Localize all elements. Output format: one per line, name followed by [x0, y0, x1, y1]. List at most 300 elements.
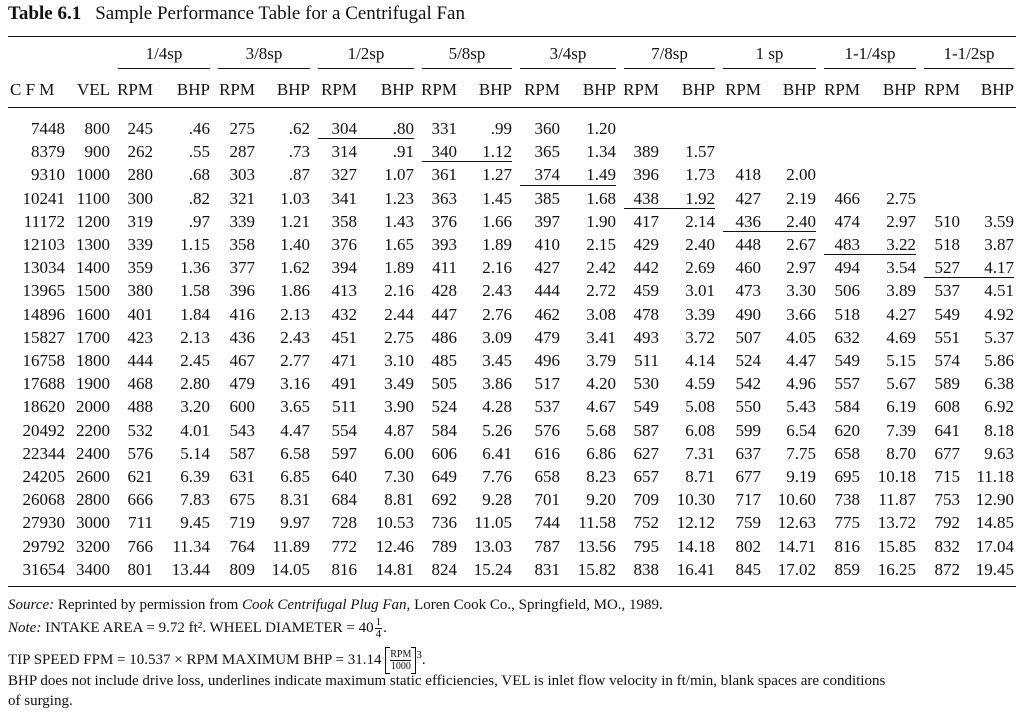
table-cell: 8.81	[384, 490, 414, 510]
table-cell: 451	[331, 327, 357, 347]
table-cell: 4.05	[786, 327, 816, 347]
table-cell: 389	[633, 142, 659, 162]
table-cell: 321	[229, 188, 255, 208]
table-cell	[860, 140, 916, 163]
column-header: BHP	[276, 80, 310, 99]
table-row	[0, 535, 1014, 558]
table-cell: 517	[534, 374, 560, 394]
table-cell	[860, 117, 916, 140]
table-cell: 483	[834, 235, 860, 255]
table-cell: 2.42	[586, 258, 616, 278]
table-cell: 448	[735, 235, 761, 255]
table-cell: 397	[534, 211, 560, 231]
table-cell: 2.75	[384, 327, 414, 347]
fraction: $\frac{1}{4}$	[375, 616, 382, 640]
table-cell: 394	[331, 258, 357, 278]
table-cell: 6.41	[482, 443, 512, 463]
table-cell: 428	[431, 281, 457, 301]
table-cell: 2.43	[280, 327, 310, 347]
table-cell: 2.40	[685, 235, 715, 255]
table-cell: 658	[834, 443, 860, 463]
table-cell: 3.10	[384, 351, 414, 371]
table-cell: 5.14	[180, 443, 210, 463]
table-cell: 300	[127, 188, 153, 208]
table-cell: 800	[84, 119, 110, 138]
table-cell: 459	[633, 281, 659, 301]
table-cell: 432	[331, 304, 357, 324]
table-cell: 14896	[22, 304, 65, 324]
table-cell: 557	[834, 374, 860, 394]
table-cell: 17688	[22, 374, 65, 394]
table-cell: 1200	[76, 211, 110, 231]
table-cell: 4.14	[685, 351, 715, 371]
column-header: BHP	[681, 80, 715, 99]
column-header: BHP	[882, 80, 916, 99]
table-cell: 6.54	[786, 420, 816, 440]
table-cell: 13965	[22, 281, 65, 301]
table-cell: 537	[934, 281, 960, 301]
table-cell: 8.71	[685, 467, 715, 487]
group-header: 1 sp	[755, 44, 784, 63]
table-cell: .99	[490, 119, 512, 138]
table-cell: 1500	[76, 281, 110, 301]
table-cell: 7.76	[482, 467, 512, 487]
table-cell: 361	[431, 165, 457, 185]
table-cell: 711	[128, 513, 153, 533]
table-cell: 304	[331, 119, 357, 138]
table-cell: 2.13	[280, 304, 310, 324]
table-cell: .87	[288, 165, 310, 185]
table-cell: 5.67	[886, 374, 916, 394]
top-rule	[8, 36, 1016, 37]
note-line: Note: INTAKE AREA = 9.72 ft². WHEEL DIAMETER = 40 $\frac{1}{4}$ .	[8, 616, 387, 640]
table-cell: 4.87	[384, 420, 414, 440]
rpm-fraction: RPM 1000	[385, 647, 416, 674]
table-cell: 6.85	[280, 467, 310, 487]
table-cell: 8.31	[280, 490, 310, 510]
table-cell: 11172	[23, 211, 65, 231]
column-header: RPM	[725, 80, 761, 99]
table-cell: .46	[188, 119, 210, 138]
table-cell: 816	[834, 536, 860, 556]
table-row	[0, 256, 1014, 279]
table-cell: 10.30	[676, 490, 715, 510]
table-cell: 429	[633, 235, 659, 255]
table-cell: 4.96	[786, 374, 816, 394]
table-cell: 4.51	[984, 281, 1014, 301]
table-cell: 15.85	[877, 536, 916, 556]
table-cell: 4.59	[685, 374, 715, 394]
efficiency-underline	[723, 231, 816, 232]
table-cell: 657	[633, 467, 659, 487]
column-header: VEL	[76, 80, 110, 99]
table-cell: 584	[834, 397, 860, 417]
table-cell: 9310	[31, 165, 65, 185]
table-cell: 14.81	[375, 559, 414, 579]
table-cell: 3.86	[482, 374, 512, 394]
table-cell: 675	[229, 490, 255, 510]
table-cell: 9.19	[786, 467, 816, 487]
table-cell: 2.16	[384, 281, 414, 301]
table-cell: 16.41	[676, 559, 715, 579]
table-cell: 542	[735, 374, 761, 394]
table-cell: 17.04	[975, 536, 1014, 556]
table-cell: 752	[633, 513, 659, 533]
source-note	[8, 597, 663, 614]
table-cell: 10.53	[375, 513, 414, 533]
table-cell: 14.05	[271, 559, 310, 579]
table-cell: 831	[534, 559, 560, 579]
table-cell: 10.18	[877, 467, 916, 487]
table-cell: 692	[431, 490, 457, 510]
table-cell: 6.86	[586, 443, 616, 463]
table-cell: 363	[431, 188, 457, 208]
table-cell: 719	[229, 513, 255, 533]
table-cell: 717	[735, 490, 761, 510]
column-header: BHP	[582, 80, 616, 99]
table-cell: 677	[934, 443, 960, 463]
bottom-rule	[8, 586, 1016, 587]
table-cell: 1.62	[280, 258, 310, 278]
table-cell: 537	[534, 397, 560, 417]
exponent: 3	[416, 648, 422, 661]
table-cell: 427	[735, 188, 761, 208]
table-cell: 1.34	[586, 142, 616, 162]
table-cell: 2600	[76, 467, 110, 487]
table-cell: 4.01	[180, 420, 210, 440]
table-cell: 632	[834, 327, 860, 347]
table-cell: 3.49	[384, 374, 414, 394]
table-caption: Sample Performance Table for a Centrifugal Fan	[95, 3, 465, 24]
table-cell: 824	[431, 559, 457, 579]
table-cell: 341	[331, 188, 357, 208]
table-cell: 3000	[76, 513, 110, 533]
table-cell: 1700	[76, 327, 110, 347]
table-cell: .68	[188, 165, 210, 185]
table-cell: 3.72	[685, 327, 715, 347]
table-cell: 775	[834, 513, 860, 533]
table-cell: 19.45	[975, 559, 1014, 579]
table-cell	[960, 117, 1014, 140]
table-cell: 3.45	[482, 351, 512, 371]
table-cell: 6.08	[685, 420, 715, 440]
table-cell: 1.40	[280, 235, 310, 255]
table-cell: 1.45	[482, 188, 512, 208]
table-cell: 327	[331, 165, 357, 185]
table-cell: 486	[431, 327, 457, 347]
table-cell: 787	[534, 536, 560, 556]
table-cell: 2.16	[482, 258, 512, 278]
table-cell: 13.03	[473, 536, 512, 556]
table-row	[0, 326, 1014, 349]
table-cell: 792	[934, 513, 960, 533]
table-row	[0, 163, 1014, 186]
table-cell: 16758	[22, 351, 65, 371]
table-cell: 845	[735, 559, 761, 579]
table-cell: .91	[392, 142, 414, 162]
table-cell: 15.24	[473, 559, 512, 579]
table-cell: 3.20	[180, 397, 210, 417]
table-cell: 4.67	[586, 397, 616, 417]
table-cell: 8.70	[886, 443, 916, 463]
table-cell: 10241	[22, 188, 65, 208]
table-cell: 8379	[31, 142, 65, 162]
table-cell	[960, 187, 1014, 210]
table-cell: 576	[127, 443, 153, 463]
column-header: RPM	[219, 80, 255, 99]
table-cell: 1.86	[280, 281, 310, 301]
note-label: Note:	[8, 619, 42, 636]
table-cell	[960, 163, 1014, 186]
table-cell: 551	[934, 327, 960, 347]
table-cell: 872	[934, 559, 960, 579]
table-cell: 427	[534, 258, 560, 278]
table-cell: 1.07	[384, 165, 414, 185]
table-cell: 6.39	[180, 467, 210, 487]
performance-table	[0, 117, 1014, 581]
table-cell: 1.03	[280, 188, 310, 208]
group-rule	[924, 68, 1014, 69]
table-cell: 9.28	[482, 490, 512, 510]
table-cell: 802	[735, 536, 761, 556]
table-cell: .73	[288, 142, 310, 162]
table-cell: 1.89	[482, 235, 512, 255]
table-cell: 339	[127, 235, 153, 255]
table-cell: 423	[127, 327, 153, 347]
table-cell: 4.47	[280, 420, 310, 440]
table-cell: 1.20	[586, 119, 616, 138]
group-header: 3/4sp	[549, 44, 587, 63]
table-cell	[860, 163, 916, 186]
group-rule	[218, 68, 310, 69]
table-cell: 666	[127, 490, 153, 510]
table-cell: 507	[735, 327, 761, 347]
table-cell: 518	[834, 304, 860, 324]
table-cell: 2.69	[685, 258, 715, 278]
table-cell: 396	[633, 165, 659, 185]
table-cell: 1.92	[685, 188, 715, 208]
table-cell: 816	[331, 559, 357, 579]
table-cell: 2.43	[482, 281, 512, 301]
source-title: Cook Centrifugal Plug Fan,	[241, 597, 411, 613]
table-cell: 1.90	[586, 211, 616, 231]
group-rule	[624, 68, 715, 69]
table-cell: 314	[331, 142, 357, 162]
table-cell: 380	[127, 281, 153, 301]
table-row	[0, 511, 1014, 534]
table-cell: 385	[534, 188, 560, 208]
group-rule	[824, 68, 916, 69]
table-cell: 695	[834, 467, 860, 487]
table-cell: 549	[934, 304, 960, 324]
table-cell: 377	[229, 258, 255, 278]
table-cell: .55	[188, 142, 210, 162]
table-cell	[816, 117, 860, 140]
footnote-para-line1: BHP does not include drive loss, underlines indicate maximum static efficiencies, VEL is inlet flow velocity in ft/min, blank spaces are conditions	[8, 673, 886, 689]
column-header: RPM	[117, 80, 153, 99]
table-cell: 2.40	[786, 211, 816, 231]
table-cell: 479	[229, 374, 255, 394]
table-cell: 3.90	[384, 397, 414, 417]
table-cell: 1.49	[586, 165, 616, 185]
table-cell: 728	[331, 513, 357, 533]
table-cell: 832	[934, 536, 960, 556]
table-cell: 597	[331, 443, 357, 463]
table-row	[0, 117, 1014, 140]
table-cell: 474	[834, 211, 860, 231]
table-cell: 1.27	[482, 165, 512, 185]
table-cell: 4.69	[886, 327, 916, 347]
table-cell: 506	[834, 281, 860, 301]
table-cell	[715, 140, 761, 163]
table-cell: 2.67	[786, 235, 816, 255]
table-cell: 479	[534, 327, 560, 347]
group-header: 1/4sp	[145, 44, 183, 63]
table-cell: 640	[331, 467, 357, 487]
table-cell: 493	[633, 327, 659, 347]
table-cell: 3.01	[685, 281, 715, 301]
table-cell: 576	[534, 420, 560, 440]
table-cell: 478	[633, 304, 659, 324]
table-row	[0, 233, 1014, 256]
efficiency-underline	[520, 185, 616, 186]
table-cell: 6.58	[280, 443, 310, 463]
table-cell: 11.58	[578, 513, 616, 533]
table-cell: 358	[331, 211, 357, 231]
table-cell: 12.90	[975, 490, 1014, 510]
table-cell: 15827	[22, 327, 65, 347]
table-cell: 1000	[76, 165, 110, 185]
table-cell: 608	[934, 397, 960, 417]
table-cell: 9.45	[180, 513, 210, 533]
table-cell	[960, 140, 1014, 163]
table-cell: 340	[431, 142, 457, 162]
table-cell	[916, 117, 960, 140]
table-cell: 744	[534, 513, 560, 533]
table-cell: 1.58	[180, 281, 210, 301]
table-cell: 7448	[31, 119, 65, 138]
table-cell: 809	[229, 559, 255, 579]
table-cell: 20492	[22, 420, 65, 440]
table-cell: 9.63	[984, 443, 1014, 463]
column-header: RPM	[421, 80, 457, 99]
table-cell: 3400	[76, 559, 110, 579]
table-cell: 2200	[76, 420, 110, 440]
table-cell: 436	[735, 211, 761, 231]
table-cell: 447	[431, 304, 457, 324]
table-cell: .97	[188, 211, 210, 231]
table-cell: 2.44	[384, 304, 414, 324]
table-row	[0, 349, 1014, 372]
footnote-para-line2: of surging.	[8, 693, 73, 709]
table-cell: .82	[188, 188, 210, 208]
table-cell: 772	[331, 536, 357, 556]
table-cell: 7.31	[685, 443, 715, 463]
table-cell: 5.08	[685, 397, 715, 417]
group-header: 3/8sp	[245, 44, 283, 63]
table-cell: 11.89	[272, 536, 310, 556]
table-cell: 505	[431, 374, 457, 394]
table-cell: 18620	[22, 397, 65, 417]
table-cell: 11.34	[172, 536, 210, 556]
table-cell: 5.86	[984, 351, 1014, 371]
table-row	[0, 465, 1014, 488]
table-cell: 658	[534, 467, 560, 487]
table-cell: 5.43	[786, 397, 816, 417]
group-rule	[118, 68, 210, 69]
table-cell: 11.87	[878, 490, 916, 510]
table-cell: 275	[229, 119, 255, 138]
efficiency-underline	[318, 138, 414, 139]
table-cell: 524	[431, 397, 457, 417]
table-cell: 262	[127, 142, 153, 162]
table-cell: 606	[431, 443, 457, 463]
table-cell: 599	[735, 420, 761, 440]
table-cell: 2.14	[685, 211, 715, 231]
table-cell: 3.87	[984, 235, 1014, 255]
table-row	[0, 395, 1014, 418]
table-cell: 1400	[76, 258, 110, 278]
table-row	[0, 140, 1014, 163]
table-cell	[659, 117, 715, 140]
table-cell: 26068	[22, 490, 65, 510]
table-cell: 462	[534, 304, 560, 324]
table-cell: 13.44	[171, 559, 210, 579]
table-cell: 12103	[22, 235, 65, 255]
group-rule	[723, 68, 816, 69]
table-cell: 766	[127, 536, 153, 556]
table-cell: .62	[288, 119, 310, 138]
table-cell: 396	[229, 281, 255, 301]
column-header: C F M	[10, 80, 55, 99]
table-cell: 764	[229, 536, 255, 556]
table-cell: 549	[834, 351, 860, 371]
table-cell: 359	[127, 258, 153, 278]
table-cell: 494	[834, 258, 860, 278]
table-cell: 2.45	[180, 351, 210, 371]
table-cell: 442	[633, 258, 659, 278]
table-cell: 574	[934, 351, 960, 371]
table-title	[8, 3, 465, 25]
table-cell: 4.28	[482, 397, 512, 417]
table-cell: 4.20	[586, 374, 616, 394]
table-cell: 584	[431, 420, 457, 440]
table-cell: 1.36	[180, 258, 210, 278]
table-cell: 589	[934, 374, 960, 394]
table-cell: 5.15	[886, 351, 916, 371]
table-cell: 2.76	[482, 304, 512, 324]
table-cell: 418	[735, 165, 761, 185]
table-cell: 9.20	[586, 490, 616, 510]
table-cell: 637	[735, 443, 761, 463]
table-cell: 12.63	[777, 513, 816, 533]
table-cell	[616, 117, 659, 140]
table-cell: 8.18	[984, 420, 1014, 440]
table-cell: 31654	[22, 559, 65, 579]
source-pre: Reprinted by permission from	[54, 597, 242, 613]
table-cell: 795	[633, 536, 659, 556]
table-cell	[761, 140, 816, 163]
table-cell: 1.15	[180, 235, 210, 255]
table-cell: 11.05	[474, 513, 512, 533]
table-cell: 411	[432, 258, 457, 278]
table-cell: 627	[633, 443, 659, 463]
header-rule	[8, 107, 1016, 108]
table-cell: 554	[331, 420, 357, 440]
group-header: 1/2sp	[347, 44, 385, 63]
table-cell: 715	[934, 467, 960, 487]
table-cell: 436	[229, 327, 255, 347]
